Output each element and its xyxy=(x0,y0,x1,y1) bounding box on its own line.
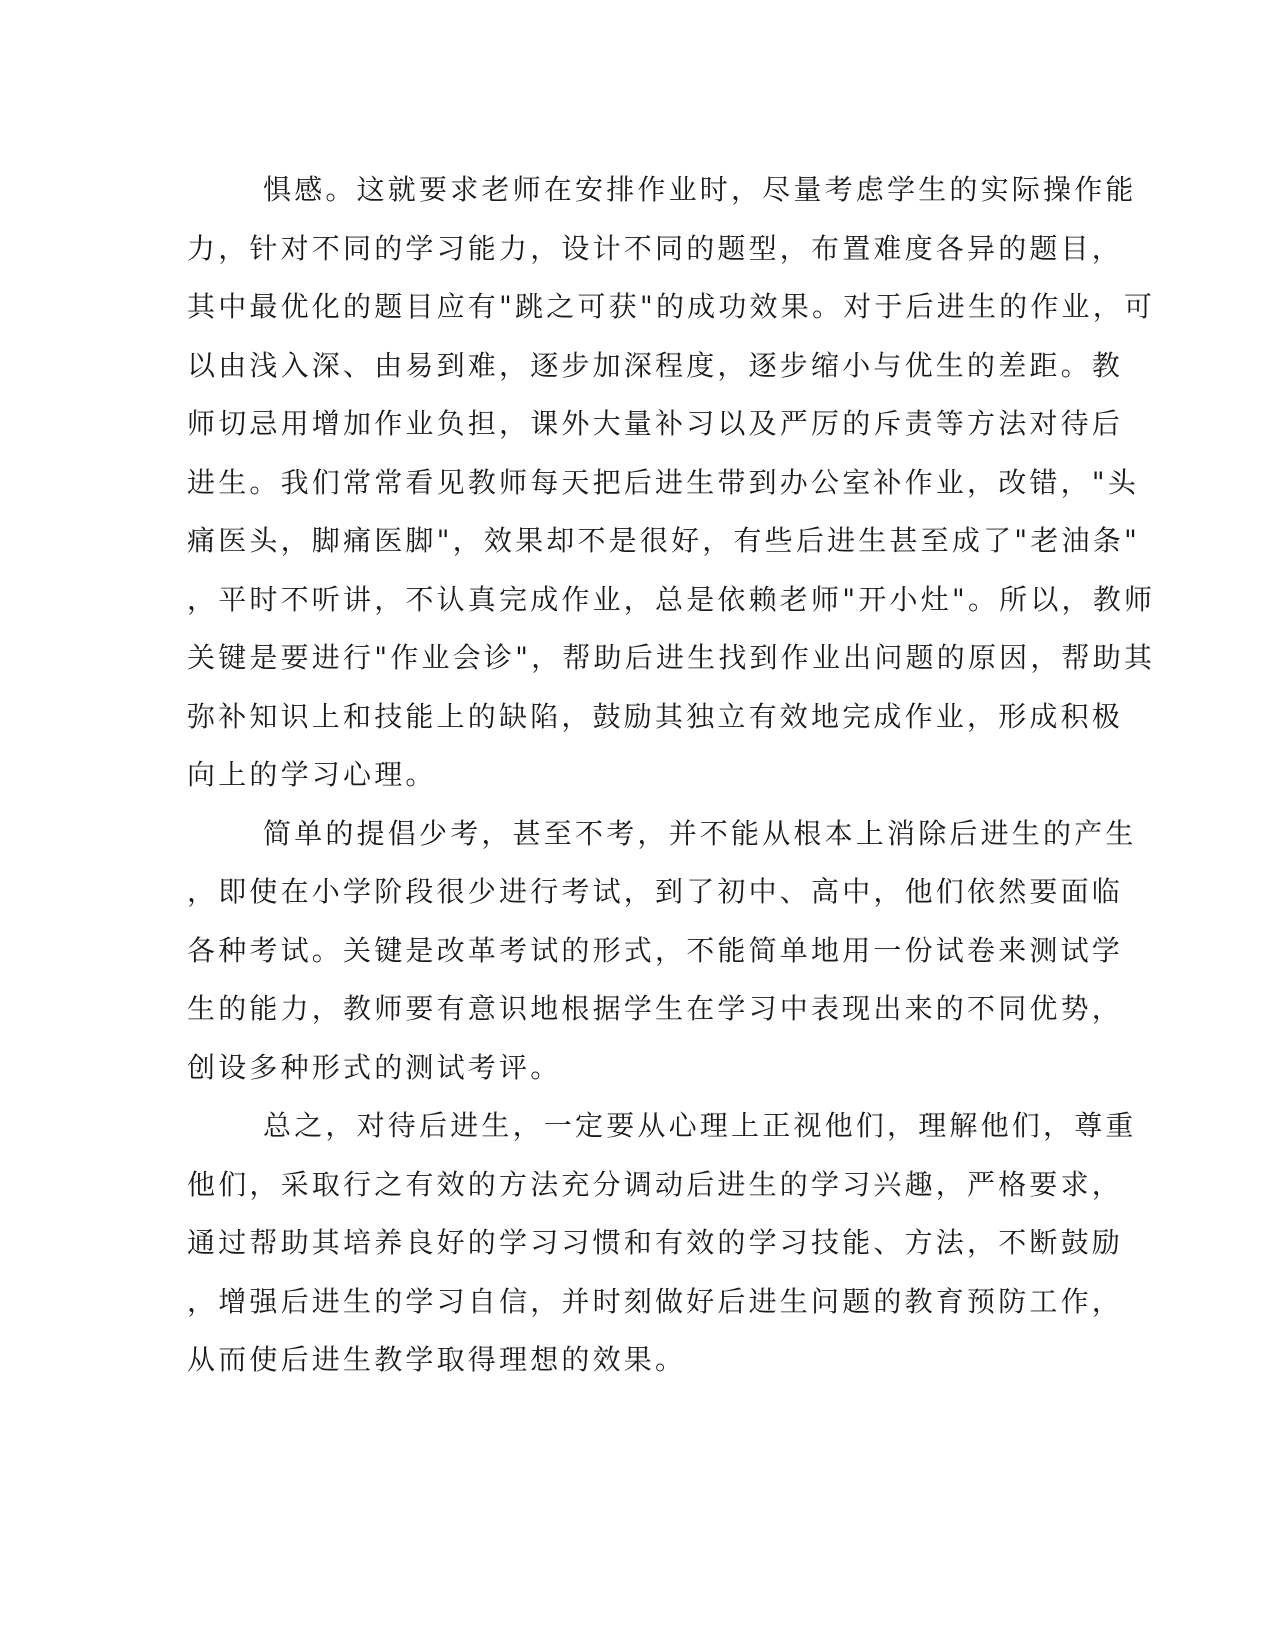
paragraph-2-line-1: 简单的提倡少考，甚至不考，并不能从根本上消除后进生的产生 xyxy=(263,816,1137,850)
paragraph-1-line-2: 力，针对不同的学习能力，设计不同的题型，布置难度各异的题目， xyxy=(187,231,1124,265)
paragraph-1-line-7: 痛医头，脚痛医脚"，效果却不是很好，有些后进生甚至成了"老油条" xyxy=(187,524,1141,557)
paragraph-3-line-4: ，增强后进生的学习自信，并时刻做好后进生问题的教育预防工作， xyxy=(187,1284,1124,1318)
paragraph-2-line-4: 生的能力，教师要有意识地根据学生在学习中表现出来的不同优势， xyxy=(187,992,1124,1025)
paragraph-1-line-5: 师切忌用增加作业负担，课外大量补习以及严厉的斥责等方法对待后 xyxy=(187,407,1124,440)
paragraph-1-line-11: 向上的学习心理。 xyxy=(187,758,437,791)
paragraph-1-line-1: 惧感。这就要求老师在安排作业时，尽量考虑学生的实际操作能 xyxy=(263,173,1137,206)
paragraph-1-line-10: 弥补知识上和技能上的缺陷，鼓励其独立有效地完成作业，形成积极 xyxy=(187,699,1124,733)
paragraph-1-line-6: 进生。我们常常看见教师每天把后进生带到办公室补作业，改错，"头 xyxy=(187,465,1140,499)
paragraph-3-line-3: 通过帮助其培养良好的学习习惯和有效的学习技能、方法，不断鼓励 xyxy=(187,1226,1124,1259)
paragraph-3-line-1: 总之，对待后进生，一定要从心理上正视他们，理解他们，尊重 xyxy=(263,1109,1137,1142)
paragraph-2-line-5: 创设多种形式的测试考评。 xyxy=(187,1050,562,1084)
paragraph-2-line-3: 各种考试。关键是改革考试的形式，不能简单地用一份试卷来测试学 xyxy=(187,933,1124,967)
body-text xyxy=(187,161,1156,1390)
paragraph-1-line-8: ，平时不听讲，不认真完成作业，总是依赖老师"开小灶"。所以，教师 xyxy=(187,582,1156,616)
paragraph-1-line-3: 其中最优化的题目应有"跳之可获"的成功效果。对于后进生的作业，可 xyxy=(187,290,1156,323)
paragraph-1-line-4: 以由浅入深、由易到难，逐步加深程度，逐步缩小与优生的差距。教 xyxy=(187,348,1124,382)
paragraph-3-line-2: 他们，采取行之有效的方法充分调动后进生的学习兴趣，严格要求， xyxy=(187,1167,1124,1201)
paragraph-2-line-2: ，即使在小学阶段很少进行考试，到了初中、高中，他们依然要面临 xyxy=(187,875,1124,908)
paragraph-1-line-9: 关键是要进行"作业会诊"，帮助后进生找到作业出问题的原因，帮助其 xyxy=(187,641,1156,674)
paragraph-3-line-5: 从而使后进生教学取得理想的效果。 xyxy=(187,1343,687,1376)
